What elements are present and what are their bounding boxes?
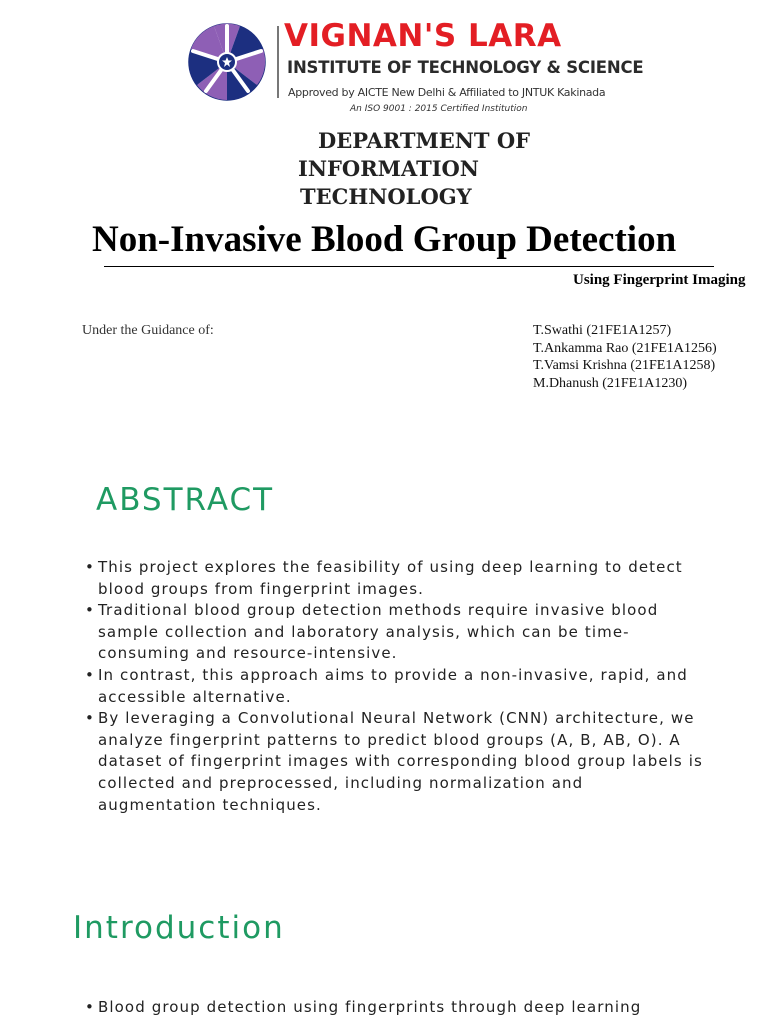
college-subtitle: INSTITUTE OF TECHNOLOGY & SCIENCE xyxy=(287,58,644,77)
author-item: M.Dhanush (21FE1A1230) xyxy=(533,375,687,391)
author-list xyxy=(533,322,717,392)
author-item: T.Ankamma Rao (21FE1A1256) xyxy=(533,340,717,356)
college-name: VIGNAN'S LARA xyxy=(284,18,562,54)
department-line-3: TECHNOLOGY xyxy=(300,184,472,209)
guidance-label: Under the Guidance of: xyxy=(82,323,214,338)
author-item: T.Swathi (21FE1A1257) xyxy=(533,323,672,338)
college-logo-emblem xyxy=(186,22,268,102)
bullet-item: • This project explores the feasibility of using deep learning to detect blood groups from fingerprint images. xyxy=(85,557,705,600)
author-item: T.Vamsi Krishna (21FE1A1258) xyxy=(533,358,716,373)
title-divider xyxy=(104,266,714,267)
department-line-1: DEPARTMENT OF xyxy=(318,128,531,153)
page-subtitle: Using Fingerprint Imaging xyxy=(573,272,746,288)
department-line-2: INFORMATION xyxy=(298,156,480,181)
logo-divider xyxy=(277,26,279,98)
abstract-heading: ABSTRACT xyxy=(96,482,275,518)
page-title: Non-Invasive Blood Group Detection xyxy=(92,219,677,260)
bullet-item: • Blood group detection using fingerprints through deep learning xyxy=(85,997,705,1019)
bullet-item: • By leveraging a Convolutional Neural Network (CNN) architecture, we analyze fingerprint patterns to predict blood groups (A, B, AB, O). A dataset of fingerprint images with corresponding blood group labels is collected and preprocessed, including normalization and augmentation techniques. xyxy=(85,708,705,816)
iso-note: An ISO 9001 : 2015 Certified Institution xyxy=(350,104,528,114)
approval-note: Approved by AICTE New Delhi & Affiliated to JNTUK Kakinada xyxy=(288,86,606,99)
abstract-bullet-list xyxy=(85,557,705,816)
introduction-heading: Introduction xyxy=(73,910,285,946)
bullet-item: • Traditional blood group detection methods require invasive blood sample collection and laboratory analysis, which can be time-consuming and resource-intensive. xyxy=(85,600,705,665)
bullet-item: • In contrast, this approach aims to provide a non-invasive, rapid, and accessible alternative. xyxy=(85,665,705,708)
introduction-bullet-list xyxy=(85,997,705,1019)
